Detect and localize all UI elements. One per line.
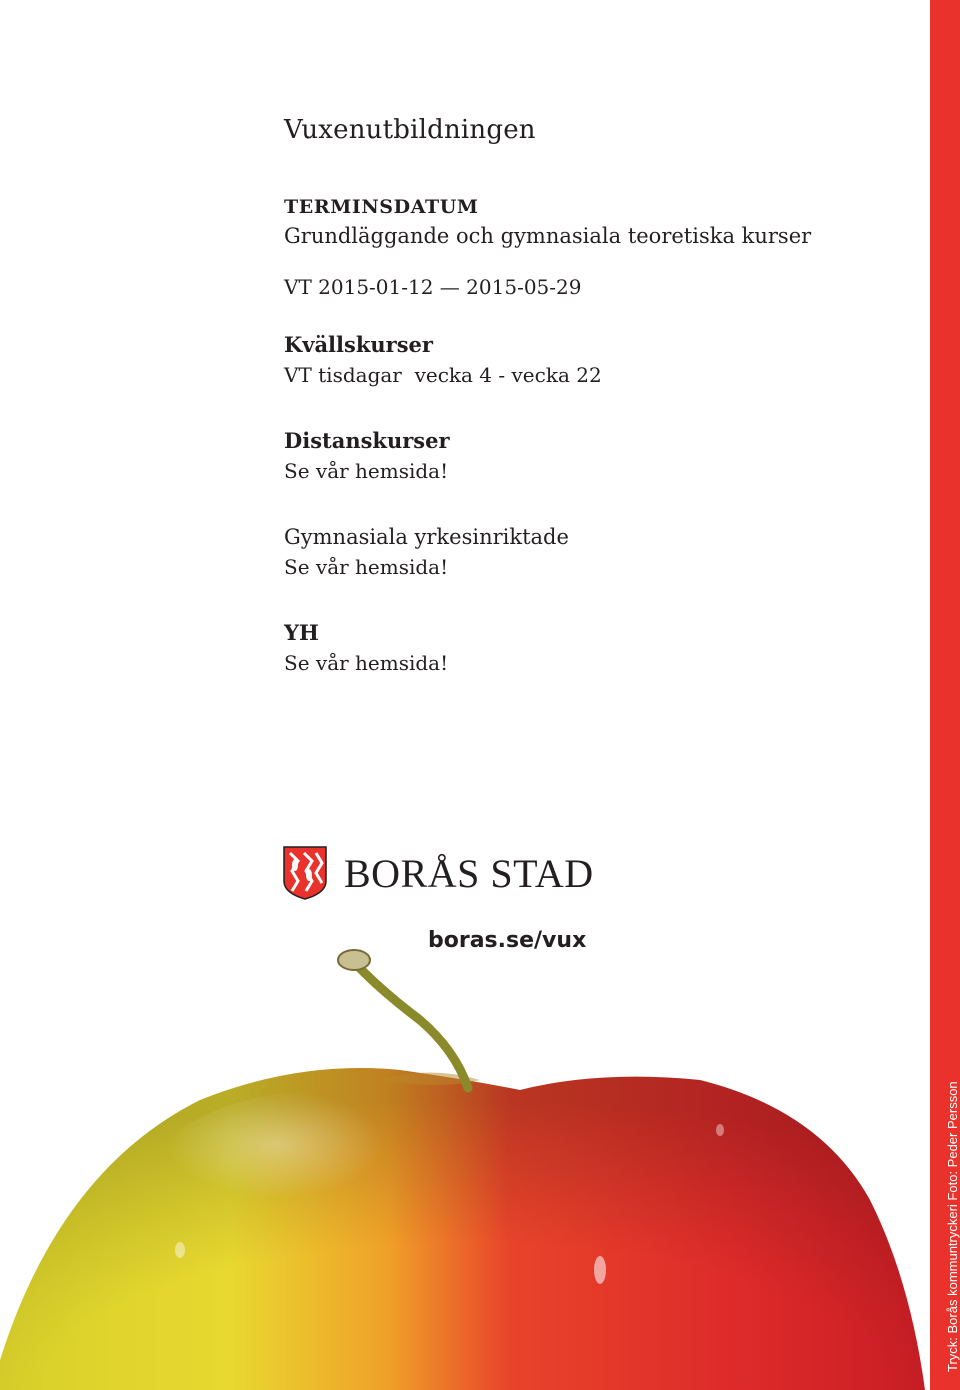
distance-section <box>284 426 904 486</box>
website-url: boras.se/vux <box>428 928 587 953</box>
page-title: Vuxenutbildningen <box>284 115 536 145</box>
distance-label: Distanskurser <box>284 428 450 453</box>
vocational-section <box>284 522 904 582</box>
coat-of-arms-icon <box>282 845 328 901</box>
distance-value: Se vår hemsida! <box>284 459 449 483</box>
yh-value: Se vår hemsida! <box>284 651 449 675</box>
vocational-value: Se vår hemsida! <box>284 555 449 579</box>
print-photo-credit: Tryck: Borås kommuntryckeri Foto: Peder Persson <box>945 1081 960 1372</box>
yh-section <box>284 618 904 678</box>
evening-section <box>284 330 904 390</box>
vocational-label: Gymnasiala yrkesinriktade <box>284 525 569 549</box>
yh-label: YH <box>284 620 319 645</box>
boras-stad-logo <box>282 844 594 902</box>
main-content <box>284 112 904 678</box>
evening-value: VT tisdagar vecka 4 - vecka 22 <box>284 363 602 387</box>
logo-text: BORÅS STAD <box>344 850 594 896</box>
terms-section <box>284 194 904 302</box>
apple-photo <box>0 930 930 1390</box>
terms-dates: VT 2015-01-12 — 2015-05-29 <box>284 275 582 299</box>
terms-heading: TERMINSDATUM <box>284 196 479 218</box>
terms-subheading: Grundläggande och gymnasiala teoretiska kurser <box>284 224 812 248</box>
evening-label: Kvällskurser <box>284 332 433 357</box>
